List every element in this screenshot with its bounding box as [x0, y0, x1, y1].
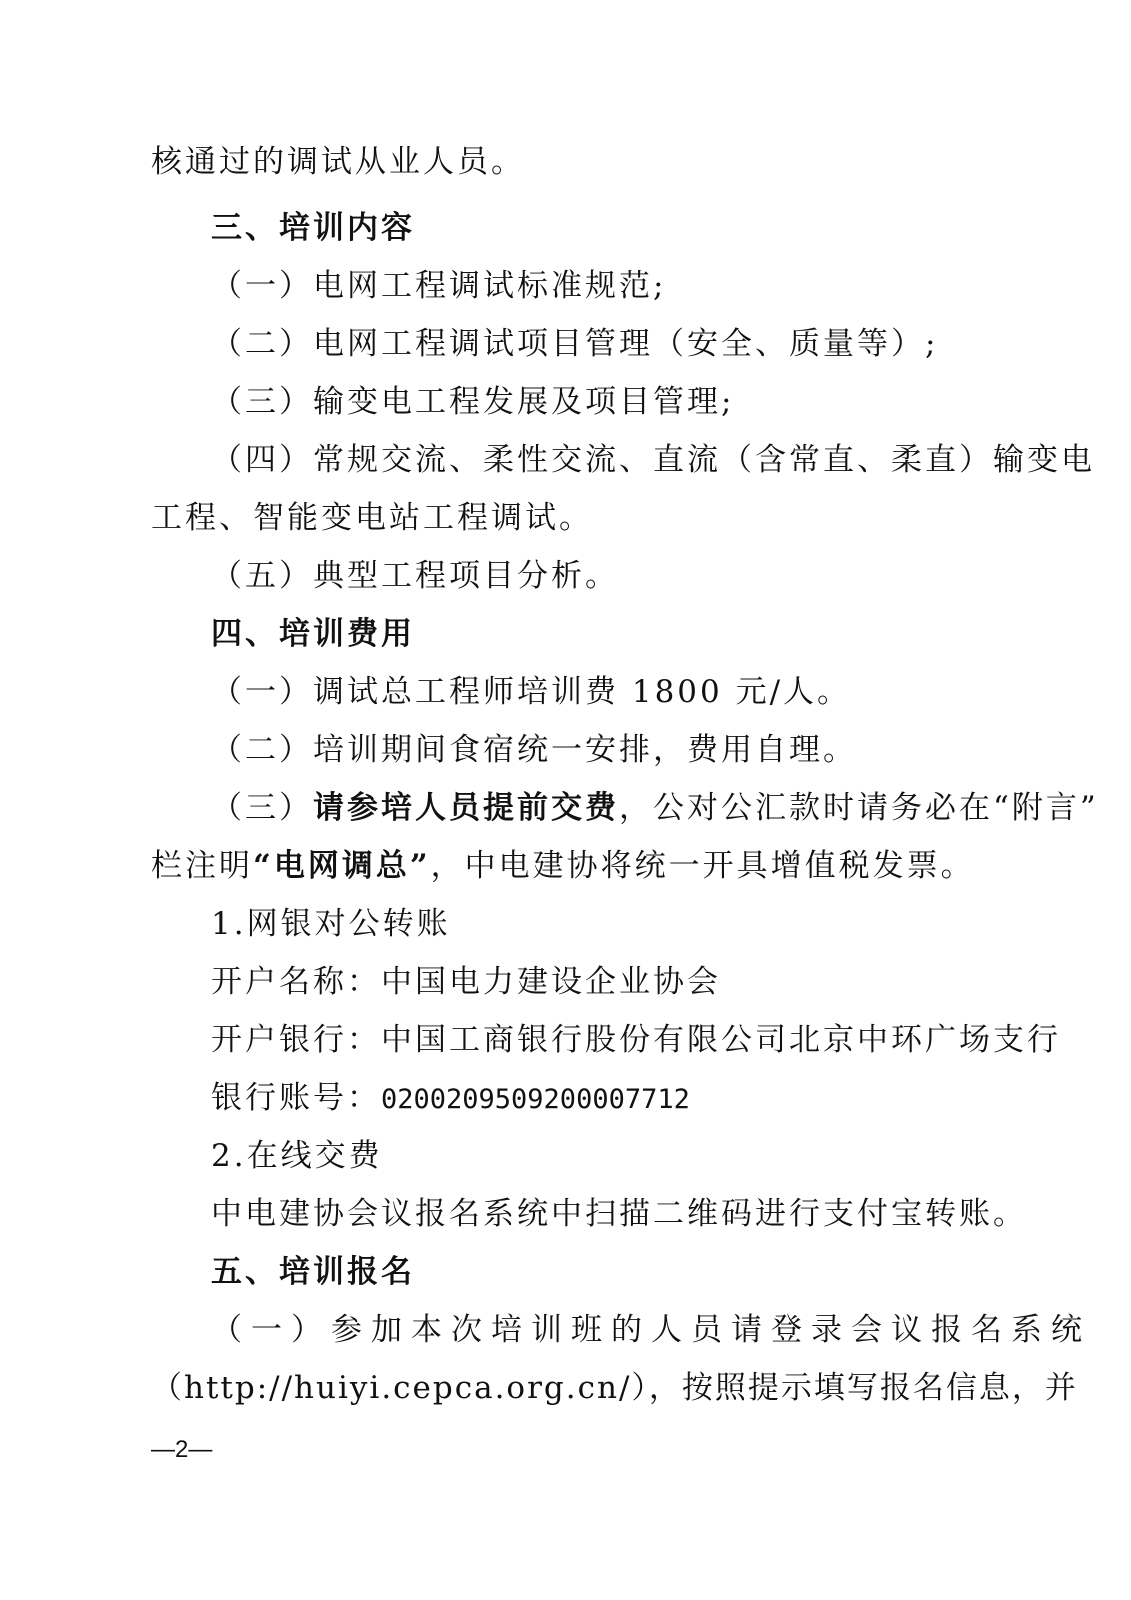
fee-item-1: （一）调试总工程师培训费 1800 元/人。 — [211, 674, 852, 710]
page-number: —2— — [151, 1436, 213, 1463]
account-number: 0200209509200007712 — [381, 1084, 690, 1115]
section-heading-4: 四、培训费用 — [211, 616, 415, 652]
payment-method-2-heading: 2.在线交费 — [211, 1138, 383, 1174]
content-item-4-cont: 工程、智能变电站工程调试。 — [151, 500, 593, 536]
fee-item-3-cont-text: ，中电建协将统一开具增值税发票。 — [430, 848, 975, 884]
paragraph-line: 核通过的调试从业人员。 — [151, 144, 525, 180]
content-item-5: （五）典型工程项目分析。 — [211, 558, 619, 594]
section-heading-5: 五、培训报名 — [211, 1254, 415, 1290]
remark-code: “电网调总” — [253, 848, 431, 884]
registration-item-1: （一）参加本次培训班的人员请登录会议报名系统 — [211, 1312, 1091, 1348]
content-item-3: （三）输变电工程发展及项目管理; — [211, 384, 735, 420]
account-number-label: 银行账号： — [211, 1080, 381, 1116]
account-number-line — [211, 1078, 690, 1120]
content-item-2: （二）电网工程调试项目管理（安全、质量等）; — [211, 326, 939, 362]
fee-item-2: （二）培训期间食宿统一安排，费用自理。 — [211, 732, 857, 768]
fee-item-3-cont-prefix: 栏注明 — [151, 848, 253, 884]
account-name: 开户名称：中国电力建设企业协会 — [211, 964, 721, 1000]
content-item-4: （四）常规交流、柔性交流、直流（含常直、柔直）输变电 — [211, 442, 1095, 478]
fee-item-3-prefix: （三） — [211, 790, 313, 826]
fee-item-3-cont — [151, 846, 975, 886]
fee-item-3-emphasis: 请参培人员提前交费 — [313, 790, 619, 826]
section-heading-3: 三、培训内容 — [211, 210, 415, 246]
fee-item-3 — [211, 788, 1099, 828]
content-item-1: （一）电网工程调试标准规范; — [211, 268, 667, 304]
fee-item-3-text: ，公对公汇款时请务必在“附言” — [619, 790, 1099, 826]
payment-method-1-heading: 1.网银对公转账 — [211, 906, 451, 942]
payment-method-2-text: 中电建协会议报名系统中扫描二维码进行支付宝转账。 — [211, 1196, 1027, 1232]
registration-url-line: （http://huiyi.cepca.org.cn/），按照提示填写报名信息，并 — [151, 1370, 1078, 1406]
account-bank: 开户银行：中国工商银行股份有限公司北京中环广场支行 — [211, 1022, 1061, 1058]
